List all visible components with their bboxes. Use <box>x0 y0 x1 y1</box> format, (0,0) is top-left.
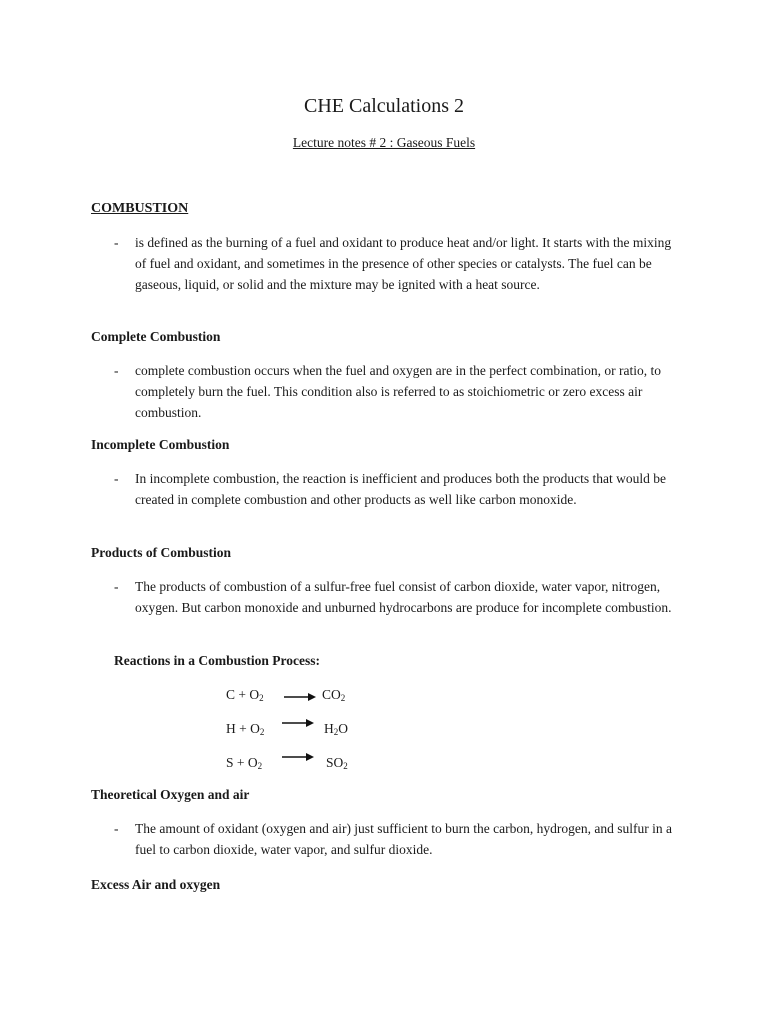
reaction-arrow-icon <box>284 688 316 706</box>
section-heading-reactions: Reactions in a Combustion Process: <box>114 653 321 668</box>
bullet-text: is defined as the burning of a fuel and oxidant to produce heat and/or light. It starts with the mixing of fuel and oxidant, and sometimes in the presence of other species or catalysts. The fuel can be gaseous, liquid, or solid and the mixture may be ignited with a heat source. <box>135 235 672 292</box>
bullet-combustion <box>114 232 674 295</box>
bullet-text: The amount of oxidant (oxygen and air) just sufficient to burn the carbon, hydrogen, and sulfur in a fuel to carbon dioxide, water vapor, and sulfur dioxide. <box>135 821 672 857</box>
reaction-lhs: $H + O_2$ <box>226 721 265 737</box>
section-heading-complete-combustion: Complete Combustion <box>91 329 221 344</box>
bullet-text: The products of combustion of a sulfur-free fuel consist of carbon dioxide, water vapor, nitrogen, oxygen. But carbon monoxide and unburned hydrocarbons are produce for incomplete combustion. <box>135 579 672 615</box>
reaction-arrow-icon <box>282 748 314 766</box>
section-heading-incomplete-combustion: Incomplete Combustion <box>91 437 230 452</box>
bullet-text: complete combustion occurs when the fuel and oxygen are in the perfect combination, or ratio, to completely burn the fuel. This condition also is referred to as stoichiometric or zero excess air combustion. <box>135 363 661 420</box>
reaction-rhs: $SO_2$ <box>326 755 348 771</box>
bullet-text: In incomplete combustion, the reaction is inefficient and produces both the products that would be created in complete combustion and other products as well like carbon monoxide. <box>135 471 666 507</box>
section-heading-products: Products of Combustion <box>91 545 232 560</box>
reaction-lhs: $S + O_2$ <box>226 755 263 771</box>
bullet-dash: - <box>114 363 119 378</box>
bullet-products <box>114 576 674 618</box>
bullet-theoretical <box>114 818 674 860</box>
document-title: CHE Calculations 2 <box>304 95 464 117</box>
bullet-dash: - <box>114 821 119 836</box>
section-heading-excess: Excess Air and oxygen <box>91 877 221 892</box>
bullet-dash: - <box>114 471 119 486</box>
reaction-lhs: $C + O_2$ <box>226 687 264 703</box>
reaction-rhs: $H_2O$ <box>324 721 348 737</box>
bullet-dash: - <box>114 235 119 250</box>
bullet-complete-combustion <box>114 360 674 423</box>
bullet-dash: - <box>114 579 119 594</box>
section-heading-theoretical: Theoretical Oxygen and air <box>91 787 250 802</box>
bullet-incomplete-combustion <box>114 468 674 510</box>
reaction-arrow-icon <box>282 714 314 732</box>
section-heading-combustion: COMBUSTION <box>91 201 189 216</box>
reaction-rhs: $CO_2$ <box>322 687 346 703</box>
document-subtitle: Lecture notes # 2 : Gaseous Fuels <box>292 135 476 150</box>
